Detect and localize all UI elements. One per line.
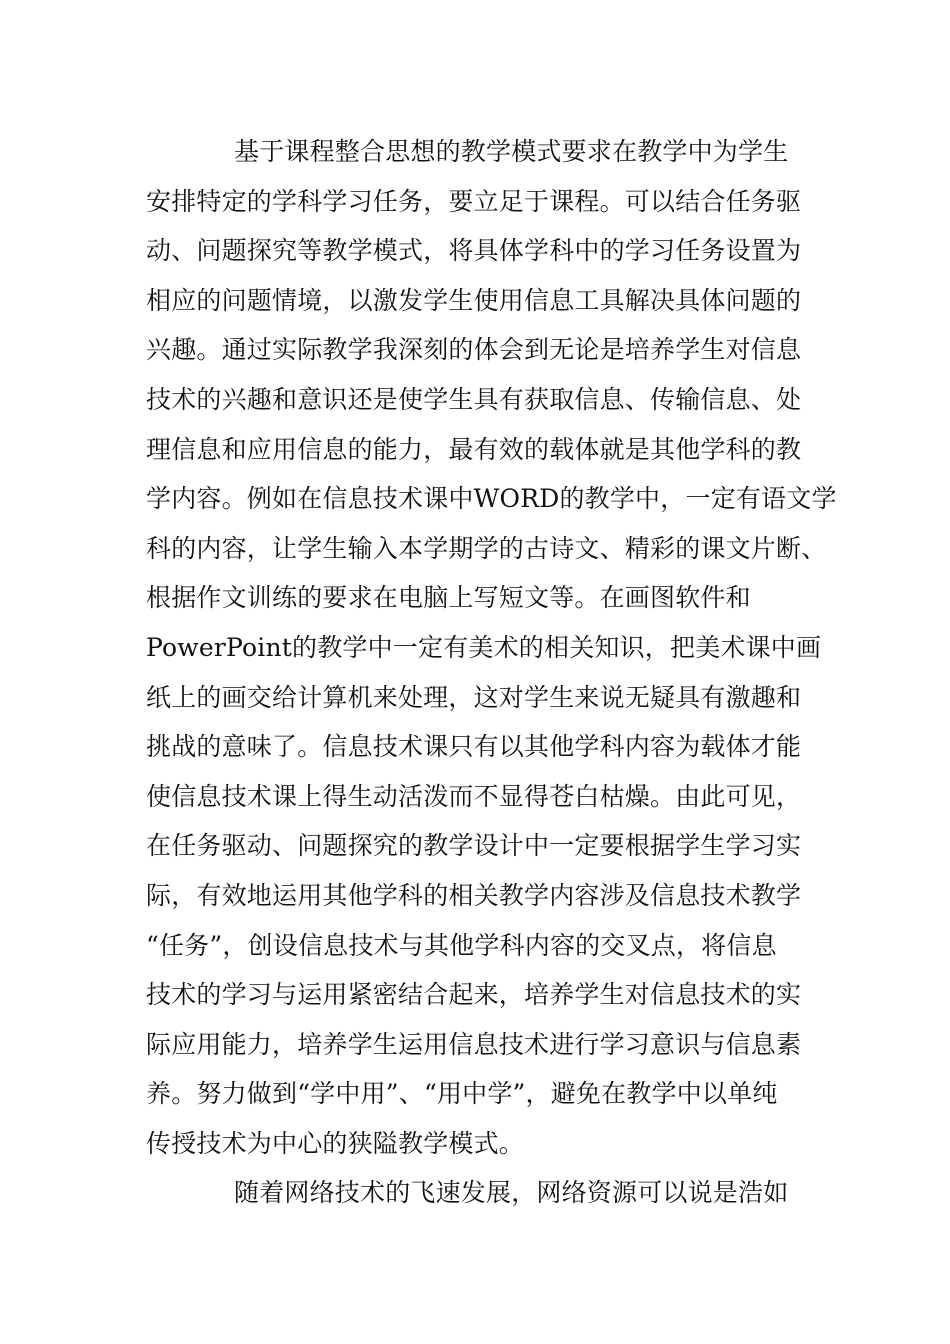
paragraph-1-line-17: “任务”，创设信息技术与其他学科内容的交叉点，将信息 (146, 930, 777, 960)
paragraph-1-line-7: 理信息和应用信息的能力，最有效的载体就是其他学科的教 (146, 434, 802, 464)
paragraph-1-line-20: 养。努力做到“学中用”、“用中学”，避免在教学中以单纯 (146, 1079, 778, 1109)
paragraph-1-line-5: 兴趣。通过实际教学我深刻的体会到无论是培养学生对信息 (146, 335, 802, 365)
paragraph-1-line-10: 根据作文训练的要求在电脑上写短文等。在画图软件和 (146, 583, 751, 613)
paragraph-2-line-1: 随着网络技术的飞速发展，网络资源可以说是浩如 (234, 1178, 789, 1208)
paragraph-1-line-8: 学内容。例如在信息技术课中WORD的教学中，一定有语文学 (146, 484, 837, 514)
paragraph-1-line-12: 纸上的画交给计算机来处理，这对学生来说无疑具有激趣和 (146, 682, 802, 712)
paragraph-1-line-2: 安排特定的学科学习任务，要立足于课程。可以结合任务驱 (146, 186, 802, 216)
paragraph-1-line-3: 动、问题探究等教学模式，将具体学科中的学习任务设置为 (146, 236, 802, 266)
paragraph-1-line-6: 技术的兴趣和意识还是使学生具有获取信息、传输信息、处 (146, 384, 802, 414)
paragraph-1-line-21: 传授技术为中心的狭隘教学模式。 (146, 1128, 525, 1158)
paragraph-1-line-16: 际，有效地运用其他学科的相关教学内容涉及信息技术教学 (146, 880, 802, 910)
paragraph-1-line-19: 际应用能力，培养学生运用信息技术进行学习意识与信息素 (146, 1029, 802, 1059)
document-body (146, 127, 837, 1218)
paragraph-1-line-1: 基于课程整合思想的教学模式要求在教学中为学生 (234, 137, 789, 166)
paragraph-1-line-11: PowerPoint的教学中一定有美术的相关知识，把美术课中画 (146, 632, 822, 662)
paragraph-1-line-9: 科的内容，让学生输入本学期学的古诗文、精彩的课文片断、 (146, 533, 827, 563)
paragraph-1-line-18: 技术的学习与运用紧密结合起来，培养学生对信息技术的实 (146, 980, 802, 1010)
paragraph-1-line-15: 在任务驱动、问题探究的教学设计中一定要根据学生学习实 (146, 831, 802, 861)
paragraph-1-line-14: 使信息技术课上得生动活泼而不显得苍白枯燥。由此可见， (146, 781, 802, 811)
paragraph-1-line-13: 挑战的意味了。信息技术课只有以其他学科内容为载体才能 (146, 732, 802, 762)
paragraph-1-line-4: 相应的问题情境，以激发学生使用信息工具解决具体问题的 (146, 285, 802, 315)
